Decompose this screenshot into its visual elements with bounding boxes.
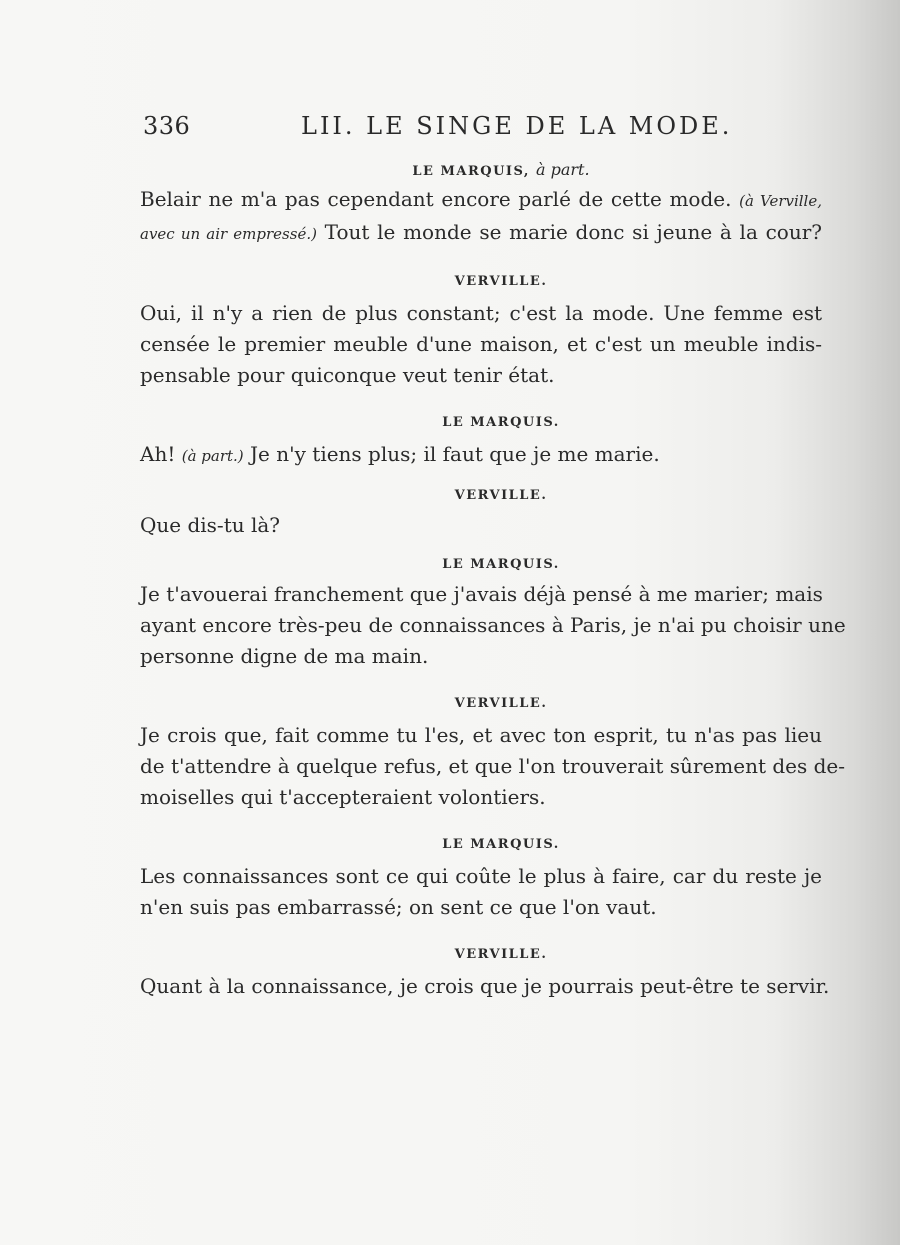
speaker-name: LE MARQUIS. xyxy=(442,837,560,852)
stage-direction: avec un air empressé.) xyxy=(140,225,317,243)
dialogue-line: Je crois que, fait comme tu l'es, et avec ton esprit, tu n'as pas lieu xyxy=(140,723,822,747)
dialogue-line: pensable pour quiconque veut tenir état. xyxy=(140,363,555,387)
dialogue-line: moiselles qui t'accepteraient volontiers. xyxy=(140,785,546,809)
stage-direction: (à Verville, xyxy=(739,192,822,210)
speech-block xyxy=(140,486,822,541)
play-text xyxy=(140,160,846,1002)
speaker-name: LE MARQUIS. xyxy=(442,415,560,430)
speech-block xyxy=(140,555,846,672)
dialogue-line: Je t'avouerai franchement que j'avais déjà pensé à me marier; mais xyxy=(140,582,823,606)
dialogue-line: Oui, il n'y a rien de plus constant; c'est la mode. Une femme est xyxy=(140,301,822,325)
dialogue-line xyxy=(140,184,822,217)
speaker-name xyxy=(180,160,822,184)
speaker-name: VERVILLE. xyxy=(454,696,548,711)
running-title: LII. LE SINGE DE LA MODE. xyxy=(301,112,733,140)
dialogue-line: ayant encore très-peu de connaissances à Paris, je n'ai pu choisir une xyxy=(140,613,846,637)
dialogue-line: n'en suis pas embarrassé; on sent ce que l'on vaut. xyxy=(140,895,657,919)
dialogue-line: personne digne de ma main. xyxy=(140,644,429,668)
dialogue-text: Belair ne m'a pas cependant encore parlé de cette mode. xyxy=(140,187,732,211)
speech-block xyxy=(140,272,822,391)
dialogue-line: Que dis-tu là? xyxy=(140,513,281,537)
speech-block xyxy=(140,694,846,813)
speaker-aside: à part. xyxy=(536,160,590,179)
stage-direction: (à part.) xyxy=(181,447,244,465)
dialogue-text: Tout le monde se marie donc si jeune à la cour? xyxy=(324,220,822,244)
dialogue-line xyxy=(140,439,822,472)
speech-block xyxy=(140,835,822,923)
dialogue-text: Ah! xyxy=(140,442,176,466)
speaker-name: LE MARQUIS. xyxy=(442,557,560,572)
speaker-label: LE MARQUIS, xyxy=(412,164,530,179)
speaker-name: VERVILLE. xyxy=(454,274,548,289)
speech-block xyxy=(140,945,830,1002)
speaker-name: VERVILLE. xyxy=(454,488,548,503)
dialogue-line: Quant à la connaissance, je crois que je pourrais peut-être te servir. xyxy=(140,974,830,998)
dialogue-line xyxy=(140,217,822,250)
page-number: 336 xyxy=(143,112,191,140)
dialogue-line: Les connaissances sont ce qui coûte le plus à faire, car du reste je xyxy=(140,864,822,888)
speech-block xyxy=(140,160,822,250)
speech-block xyxy=(140,413,822,472)
dialogue-line: de t'attendre à quelque refus, et que l'on trouverait sûrement des de- xyxy=(140,754,846,778)
dialogue-text: Je n'y tiens plus; il faut que je me marie. xyxy=(250,442,660,466)
speaker-name: VERVILLE. xyxy=(454,947,548,962)
running-head xyxy=(143,112,823,148)
dialogue-line: censée le premier meuble d'une maison, et c'est un meuble indis- xyxy=(140,332,822,356)
